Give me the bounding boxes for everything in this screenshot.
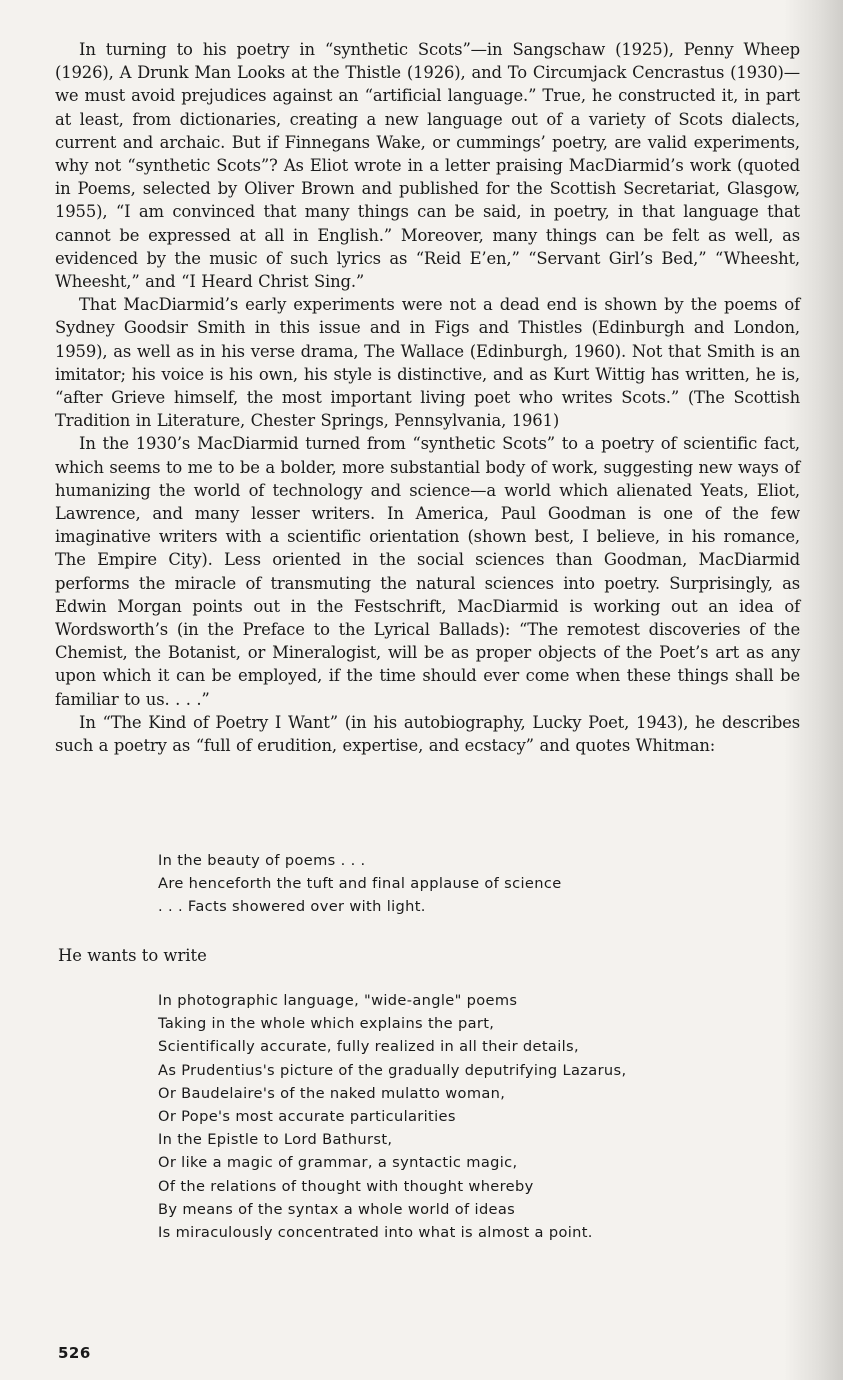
verse-line: In the beauty of poems . . . [158,852,366,869]
page-number: 526 [58,1344,91,1362]
verse-line: Of the relations of thought with thought whereby [158,1177,534,1195]
body-text [55,38,800,757]
verse-line: Taking in the whole which explains the part, [158,1015,495,1033]
transition-line: He wants to write [58,946,207,965]
macdiarmid-quotation [158,989,626,1244]
verse-line: . . . Facts showered over with light. [158,898,426,916]
verse-line: In photographic language, "wide-angle" poems [158,992,518,1009]
verse-line: Is miraculously concentrated into what is almost a point. [158,1224,593,1242]
verse-line: In the Epistle to Lord Bathurst, [158,1131,393,1149]
verse-line: Or Baudelaire's of the naked mulatto woman, [158,1084,506,1102]
verse-line: Or Pope's most accurate particularities [158,1108,456,1126]
paragraph-kind-of-poetry: In “The Kind of Poetry I Want” (in his autobiography, Lucky Poet, 1943), he describes such a poetry as “full of erudition, expertise, and ecstacy” and quotes Whitman: [55,712,800,756]
paragraph-synthetic-scots: In turning to his poetry in “synthetic Scots”—in Sangschaw (1925), Penny Wheep (1926), A Drunk Man Looks at the Thistle (1926), and To Circumjack Cencrastus (1930)—we must avoid prejudices against an “artificial language.” True, he constructed it, in part at least, from dictionaries, creating a new language out of a variety of Scots dialects, current and archaic. But if Finnegans Wake, or cummings’ poetry, are valid experiments, why not “synthetic Scots”? As Eliot wrote in a letter praising MacDiarmid’s work (quoted in Poems, selected by Oliver Brown and published for the Scottish Secretariat, Glasgow, 1955), “I am convinced that many things can be said, in poetry, in that language that cannot be expressed at all in English.” Moreover, many things can be felt as well, as evidenced by the music of such lyrics as “Reid E’en,” “Servant Girl’s Bed,” “Wheesht, Wheesht,” and “I Heard Christ Sing.” [55,40,800,292]
verse-line: As Prudentius's picture of the gradually deputrifying Lazarus, [158,1061,627,1079]
verse-line: Or like a magic of grammar, a syntactic magic, [158,1154,518,1172]
whitman-quotation [158,849,562,919]
paragraph-early-experiments: That MacDiarmid’s early experiments were not a dead end is shown by the poems of Sydney Goodsir Smith in this issue and in Figs and Thistles (Edinburgh and London, 1959), as well as in his verse drama, The Wallace (Edinburgh, 1960). Not that Smith is an imitator; his voice is his own, his style is distinctive, and as Kurt Wittig has written, he is, “after Grieve himself, the most important living poet who writes Scots.” (The Scottish Tradition in Literature, Chester Springs, Pennsylvania, 1961) [55,295,800,431]
paragraph-scientific-fact: In the 1930’s MacDiarmid turned from “synthetic Scots” to a poetry of scientific fact, which seems to me to be a bolder, more substantial body of work, suggesting new ways of humanizing the world of technology and science—a world which alienated Yeats, Eliot, Lawrence, and many lesser writers. In America, Paul Goodman is one of the few imaginative writers with a scientific orientation (shown best, I believe, in his romance, The Empire City). Less oriented in the social sciences than Goodman, MacDiarmid performs the miracle of transmuting the natural sciences into poetry. Surprisingly, as Edwin Morgan points out in the Festschrift, MacDiarmid is working out an idea of Wordsworth’s (in the Preface to the Lyrical Ballads): “The remotest discoveries of the Chemist, the Botanist, or Mineralogist, will be as proper objects of the Poet’s art as any upon which it can be employed, if the time should ever come when these things shall be familiar to us. . . .” [55,434,800,709]
verse-line: Are henceforth the tuft and final applause of science [158,875,562,893]
verse-line: Scientifically accurate, fully realized in all their details, [158,1038,579,1056]
verse-line: By means of the syntax a whole world of ideas [158,1200,516,1218]
